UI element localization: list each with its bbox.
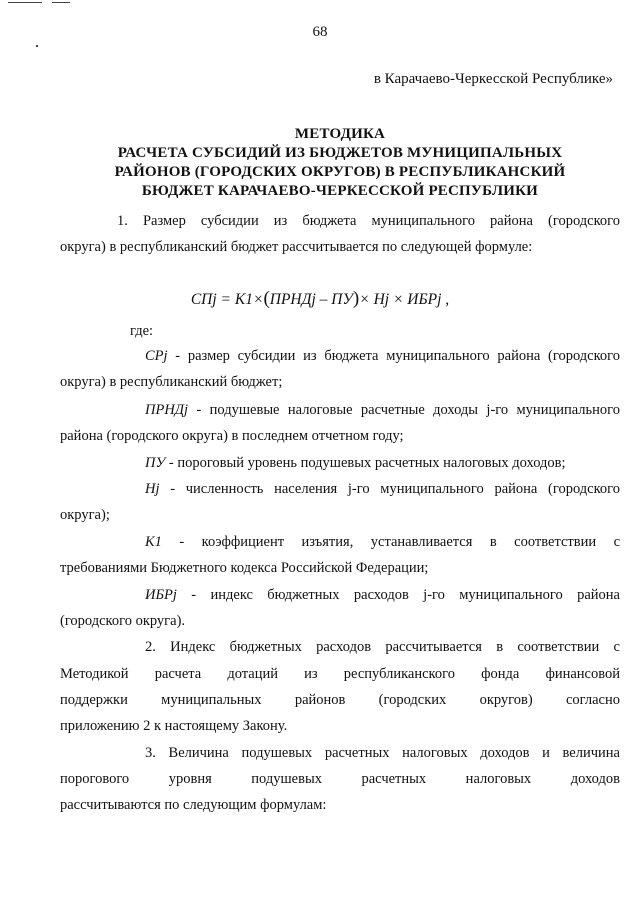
definition-line <box>145 397 620 423</box>
page-number: 68 <box>312 24 328 40</box>
formula-paren: ( <box>263 288 270 309</box>
document-title <box>60 125 620 201</box>
definition-text: - подушевые налоговые расчетные доходы j-го муниципального <box>188 402 620 418</box>
formula-left: СПj = K1× <box>190 291 264 308</box>
definition-line: требованиями Бюджетного кодекса Российской Федерации; <box>60 560 429 576</box>
where-label: где: <box>130 323 154 339</box>
definition-text: - численность населения j-го муниципального района (городского <box>159 481 620 497</box>
definition-line: района (городского округа) в последнем отчетном году; <box>60 428 404 444</box>
scan-mark <box>52 2 70 3</box>
definition-text: - пороговый уровень подушевых расчетных налоговых доходов; <box>165 455 566 471</box>
definition-text: - размер субсидии из бюджета муниципального района (городского <box>167 348 620 364</box>
definition-line <box>145 450 620 476</box>
paragraph-line: 1. Размер субсидии из бюджета муниципального района (городского <box>117 213 620 229</box>
definition-text: - коэффициент изъятия, устанавливается в соответствии с <box>161 534 620 550</box>
definition-symbol: ПУ <box>145 455 166 471</box>
definition-line <box>145 476 620 502</box>
paragraph-line: 2. Индекс бюджетных расходов рассчитывается в соответствии с <box>145 639 620 655</box>
paragraph-line: Методикой расчета дотаций из республиканского фонда финансовой <box>60 666 620 682</box>
title-line: БЮДЖЕТ КАРАЧАЕВО-ЧЕРКЕССКОЙ РЕСПУБЛИКИ <box>141 183 539 199</box>
formula-inner: ПРНДj – ПУ <box>269 291 353 308</box>
title-line: РАСЧЕТА СУБСИДИЙ ИЗ БЮДЖЕТОВ МУНИЦИПАЛЬНЫХ <box>117 145 563 161</box>
scan-mark <box>36 45 38 47</box>
title-line: РАЙОНОВ (ГОРОДСКИХ ОКРУГОВ) В РЕСПУБЛИКАНСКИЙ <box>114 164 566 180</box>
paragraph-line: 3. Величина подушевых расчетных налоговых доходов и величина <box>145 745 620 761</box>
definition-line <box>145 582 620 608</box>
definition-line: округа) в республиканский бюджет; <box>60 374 283 390</box>
paragraph-line: приложению 2 к настоящему Закону. <box>60 718 288 734</box>
definition-symbol: Hj <box>145 481 160 497</box>
definition-line: округа); <box>60 507 110 523</box>
formula-right: × Hj × ИБРj , <box>359 291 450 308</box>
paragraph-line: округа) в республиканский бюджет рассчитывается по следующей формуле: <box>60 239 533 255</box>
definition-symbol: ПРНДj <box>145 402 189 418</box>
definition-line <box>145 529 620 555</box>
definition-text: - индекс бюджетных расходов j-го муниципального района <box>176 587 620 603</box>
definition-symbol: СРj <box>145 348 168 364</box>
formula <box>0 288 640 310</box>
paragraph-line: поддержки муниципальных районов (городских округов) согласно <box>60 692 620 708</box>
paragraph-line: порогового уровня подушевых расчетных налоговых доходов <box>60 771 620 787</box>
title-line: МЕТОДИКА <box>294 126 386 142</box>
definition-line: (городского округа). <box>60 613 186 629</box>
scan-mark <box>8 2 42 3</box>
definition-symbol: K1 <box>145 534 162 550</box>
definition-symbol: ИБРj <box>145 587 177 603</box>
paragraph-1 <box>117 208 620 234</box>
formula-paren: ) <box>352 288 360 309</box>
header-reference: в Карачаево-Черкесской Республике» <box>373 71 613 87</box>
definition-line <box>145 343 620 369</box>
paragraph-line: рассчитываются по следующим формулам: <box>60 797 327 813</box>
